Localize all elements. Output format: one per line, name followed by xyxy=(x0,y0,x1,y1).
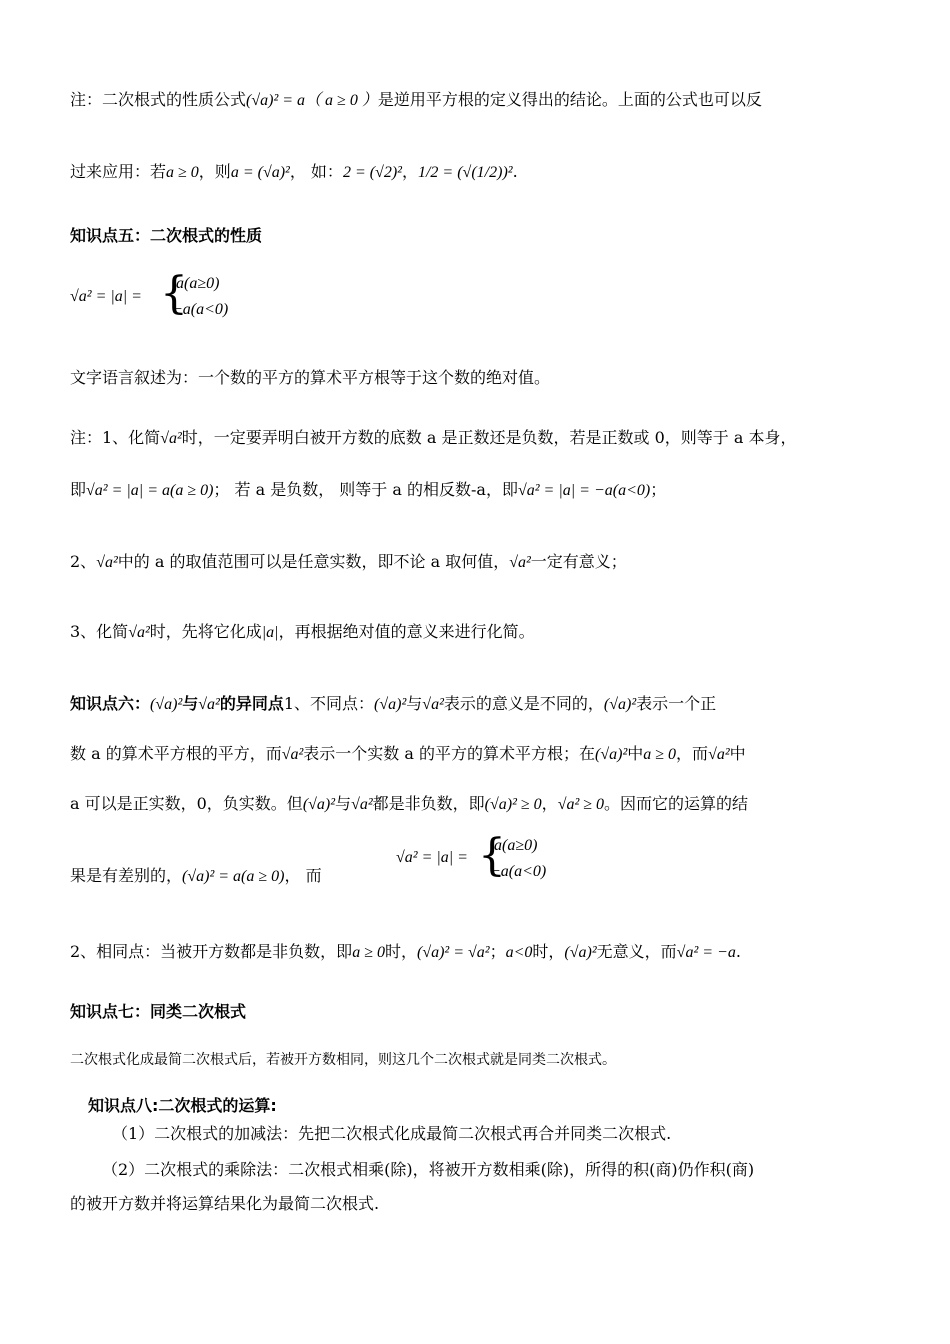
text: 即 xyxy=(70,480,87,499)
text: 3、化简 xyxy=(70,622,129,641)
text: ； 若 a 是负数， 则等于 a 的相反数-a，即 xyxy=(213,480,518,499)
formula: 2 = (√2)² xyxy=(342,164,402,181)
text: . xyxy=(512,162,518,181)
formula: √a² = −a xyxy=(676,944,736,961)
text: 时，先将它化成 xyxy=(149,622,262,641)
formula: √a² = |a| = a(a ≥ 0) xyxy=(86,482,214,499)
text: 过来应用：若 xyxy=(70,162,167,181)
text: 中 xyxy=(627,744,644,763)
text: a 可以是正实数，0，负实数。但 xyxy=(70,794,303,813)
text: 时， xyxy=(384,942,417,961)
formula-sqrt-a-squared: (√a)² = a xyxy=(246,92,306,109)
text: 的异同点 xyxy=(219,694,284,713)
s8-line-3: 的被开方数并将运算结果化为最简二次根式. xyxy=(70,1194,380,1213)
s6-line-1 xyxy=(70,692,716,717)
formula: |a| xyxy=(261,624,279,641)
case-2: −a(a<0) xyxy=(172,301,229,318)
s8-line-1: （1）二次根式的加减法：先把二次根式化成最简二次根式再合并同类二次根式. xyxy=(112,1124,672,1143)
formula: (√a)² xyxy=(374,696,407,713)
formula: a<0 xyxy=(505,944,533,961)
formula: a ≥ 0 xyxy=(352,944,385,961)
formula: √a² ≥ 0 xyxy=(557,796,605,813)
text: ，则 xyxy=(198,162,231,181)
text: 注：二次根式的性质公式 xyxy=(70,90,247,109)
formula: √a² xyxy=(708,746,730,763)
text: 果是有差别的， xyxy=(70,866,183,885)
section-5-heading: 知识点五：二次根式的性质 xyxy=(70,226,263,245)
formula: √a² xyxy=(281,746,304,763)
text: 1、不同点： xyxy=(283,694,375,713)
text: 。因而它的运算的结 xyxy=(604,794,749,813)
text: 2、 xyxy=(70,552,97,571)
s5-note-1 xyxy=(70,426,796,451)
case-1: a(a≥0) xyxy=(176,275,220,292)
formula: a ≥ 0 xyxy=(166,164,199,181)
formula: (√a)² xyxy=(564,944,597,961)
text: ， 如： xyxy=(289,162,343,181)
s6-formula-abs: √a² = |a| = xyxy=(396,849,468,866)
text: 与 xyxy=(406,694,423,713)
s6-line-4 xyxy=(70,864,322,889)
formula: (√a)² = √a² xyxy=(416,944,490,961)
brace-icon: { xyxy=(160,268,188,319)
s5-note-2 xyxy=(70,550,627,575)
text: ，再根据绝对值的意义来进行化简。 xyxy=(278,622,535,641)
formula: √a² xyxy=(160,430,182,447)
s6-case-2: −a(a<0) xyxy=(490,863,547,880)
s5-formula xyxy=(70,284,142,309)
condition: （ a ≥ 0 ） xyxy=(305,92,378,109)
formula: √a² = |a| = −a(a<0) xyxy=(517,482,651,499)
note-line-2 xyxy=(70,160,518,185)
text: 时， xyxy=(532,942,565,961)
s6-case-1: a(a≥0) xyxy=(494,837,538,854)
text: 表示一个正 xyxy=(636,694,717,713)
formula: (√a)² xyxy=(302,796,336,813)
s7-text: 二次根式化成最简二次根式后，若被开方数相同，则这几个二次根式就是同类二次根式。 xyxy=(70,1052,616,1068)
text: 一定有意义； xyxy=(530,552,627,571)
text: 无意义，而 xyxy=(596,942,677,961)
text: 是逆用平方根的定义得出的结论。上面的公式也可以反 xyxy=(377,90,762,109)
formula: (√a)² xyxy=(595,746,628,763)
formula: √a² xyxy=(198,696,220,713)
formula: (√a)² xyxy=(150,696,183,713)
text: ，而 xyxy=(676,744,709,763)
note-line-1 xyxy=(70,88,762,113)
formula: √a² xyxy=(128,624,150,641)
text: 表示的意义是不同的， xyxy=(443,694,604,713)
formula: √a² xyxy=(422,696,444,713)
text: 中 xyxy=(729,744,746,763)
text: 时，一定要弄明白被开方数的底数 a 是正数还是负数，若是正数或 0，则等于 a 本身， xyxy=(181,428,797,447)
formula: (√a)² xyxy=(603,696,637,713)
s5-desc: 文字语言叙述为：一个数的平方的算术平方根等于这个数的绝对值。 xyxy=(70,368,551,387)
s5-note-1b xyxy=(70,478,666,503)
s8-line-2: （2）二次根式的乘除法：二次根式相乘(除)，将被开方数相乘(除)，所得的积(商)仍作积(商) xyxy=(102,1160,755,1179)
section-7-heading: 知识点七：同类二次根式 xyxy=(70,1002,247,1021)
s6-line-2 xyxy=(70,742,746,767)
text: ， 而 xyxy=(284,866,322,885)
formula: √a² xyxy=(96,554,118,571)
formula: √a² xyxy=(351,796,373,813)
text: 注：1、化简 xyxy=(70,428,161,447)
section-8-heading: 知识点八:二次根式的运算: xyxy=(88,1096,277,1115)
brace-icon: { xyxy=(478,830,506,881)
text: . xyxy=(735,942,741,961)
formula: √a² xyxy=(509,554,531,571)
section-6-heading: 知识点六： xyxy=(70,694,151,713)
s6-line-5 xyxy=(70,940,741,965)
formula: (√a)² ≥ 0 xyxy=(484,796,542,813)
s5-note-3 xyxy=(70,620,535,645)
text: 数 a 的算术平方根的平方，而 xyxy=(70,744,282,763)
text: 2、相同点：当被开方数都是非负数，即 xyxy=(70,942,353,961)
text: 表示一个实数 a 的平方的算术平方根；在 xyxy=(303,744,596,763)
formula: a ≥ 0 xyxy=(643,746,677,763)
formula: 1/2 = (√(1/2))² xyxy=(417,164,513,181)
text: 中的 a 的取值范围可以是任意实数，即不论 a 取何值， xyxy=(117,552,510,571)
text: 与 xyxy=(335,794,352,813)
formula: a = (√a)² xyxy=(230,164,290,181)
text: 都是非负数，即 xyxy=(372,794,485,813)
text: ， xyxy=(401,162,418,181)
text: ， xyxy=(541,794,558,813)
text: ； xyxy=(650,480,667,499)
text: ； xyxy=(489,942,506,961)
text: 与 xyxy=(182,694,199,713)
formula-left: √a² = |a| = xyxy=(70,288,142,305)
formula: (√a)² = a(a ≥ 0) xyxy=(182,868,285,885)
s6-line-3 xyxy=(70,792,748,817)
